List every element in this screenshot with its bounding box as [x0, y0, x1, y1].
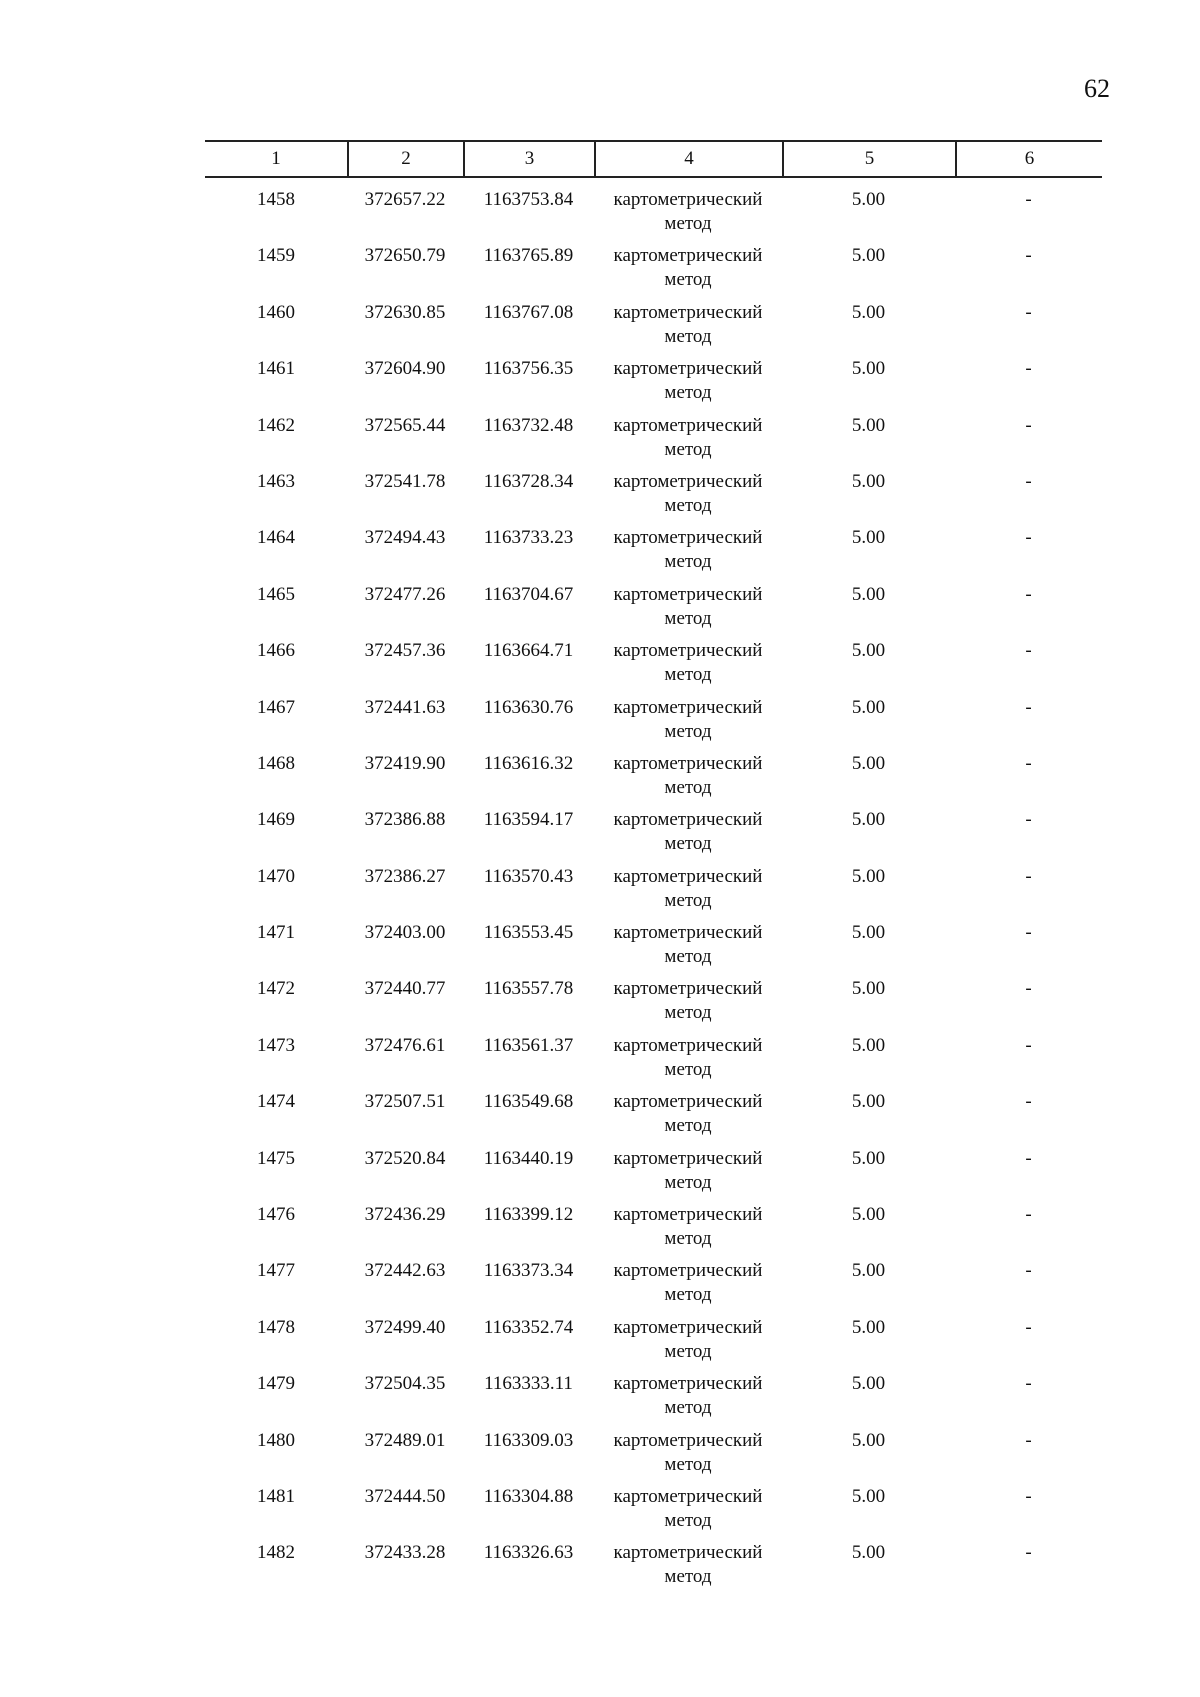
method-line-2: метод — [664, 720, 712, 742]
x-coordinate-cell: 372440.77 — [364, 978, 446, 1000]
method-line-1: картометрический — [613, 1316, 763, 1338]
method-line-1: картометрический — [613, 696, 763, 718]
method-line-1: картометрический — [613, 978, 763, 1000]
table-row — [205, 696, 1102, 752]
x-coordinate-cell: 372565.44 — [364, 414, 446, 436]
accuracy-cell: 5.00 — [851, 752, 886, 774]
method-cell — [594, 1034, 782, 1090]
method-cell — [594, 414, 782, 470]
method-line-1: картометрический — [613, 752, 763, 774]
description-cell: - — [1025, 1429, 1032, 1451]
column-header-5: 5 — [782, 142, 955, 176]
accuracy-cell: 5.00 — [851, 1034, 886, 1056]
accuracy-cell: 5.00 — [851, 640, 886, 662]
method-cell — [594, 696, 782, 752]
method-line-2: метод — [664, 664, 712, 686]
description-cell: - — [1025, 978, 1032, 1000]
point-number-cell: 1466 — [257, 640, 295, 662]
description-cell: - — [1025, 245, 1032, 267]
point-number-cell: 1481 — [257, 1485, 295, 1507]
x-coordinate-cell: 372441.63 — [364, 696, 446, 718]
method-line-1: картометрический — [613, 414, 763, 436]
x-coordinate-cell: 372494.43 — [364, 527, 446, 549]
table-row — [205, 639, 1102, 695]
x-coordinate-cell: 372403.00 — [364, 922, 446, 944]
method-line-1: картометрический — [613, 301, 763, 323]
y-coordinate-cell: 1163767.08 — [483, 301, 574, 323]
y-coordinate-cell: 1163664.71 — [483, 640, 574, 662]
table-row — [205, 752, 1102, 808]
table-row — [205, 414, 1102, 470]
column-header-3: 3 — [463, 142, 594, 176]
x-coordinate-cell: 372541.78 — [364, 470, 446, 492]
method-line-1: картометрический — [613, 1034, 763, 1056]
method-line-2: метод — [664, 607, 712, 629]
accuracy-cell: 5.00 — [851, 527, 886, 549]
table-row — [205, 1034, 1102, 1090]
table-row — [205, 357, 1102, 413]
method-line-1: картометрический — [613, 1204, 763, 1226]
method-cell — [594, 1429, 782, 1485]
method-cell — [594, 1372, 782, 1428]
x-coordinate-cell: 372520.84 — [364, 1147, 446, 1169]
y-coordinate-cell: 1163704.67 — [483, 583, 574, 605]
method-cell — [594, 1316, 782, 1372]
point-number-cell: 1465 — [257, 583, 295, 605]
x-coordinate-cell: 372444.50 — [364, 1485, 446, 1507]
method-cell — [594, 977, 782, 1033]
method-line-2: метод — [664, 1509, 712, 1531]
method-line-1: картометрический — [613, 189, 763, 210]
y-coordinate-cell: 1163333.11 — [484, 1373, 573, 1395]
method-line-1: картометрический — [613, 922, 763, 944]
method-line-2: метод — [664, 1058, 712, 1080]
table-row — [205, 808, 1102, 864]
table-row — [205, 244, 1102, 300]
point-number-cell: 1463 — [257, 470, 295, 492]
y-coordinate-cell: 1163594.17 — [483, 809, 574, 831]
method-line-1: картометрический — [613, 1485, 763, 1507]
column-header-2: 2 — [347, 142, 463, 176]
y-coordinate-cell: 1163399.12 — [483, 1204, 574, 1226]
x-coordinate-cell: 372436.29 — [364, 1204, 446, 1226]
accuracy-cell: 5.00 — [851, 358, 886, 380]
accuracy-cell: 5.00 — [851, 696, 886, 718]
method-line-2: метод — [664, 269, 712, 291]
accuracy-cell: 5.00 — [851, 1373, 886, 1395]
method-cell — [594, 1203, 782, 1259]
method-line-2: метод — [664, 438, 712, 460]
method-cell — [594, 639, 782, 695]
description-cell: - — [1025, 696, 1032, 718]
y-coordinate-cell: 1163616.32 — [483, 752, 574, 774]
page-number: 62 — [1084, 74, 1110, 103]
method-cell — [594, 752, 782, 808]
description-cell: - — [1025, 1147, 1032, 1169]
description-cell: - — [1025, 301, 1032, 323]
accuracy-cell: 5.00 — [851, 1485, 886, 1507]
method-line-2: метод — [664, 946, 712, 968]
y-coordinate-cell: 1163630.76 — [483, 696, 574, 718]
method-line-2: метод — [664, 382, 712, 404]
method-cell — [594, 244, 782, 300]
x-coordinate-cell: 372489.01 — [364, 1429, 446, 1451]
method-line-2: метод — [664, 833, 712, 855]
method-line-1: картометрический — [613, 1373, 763, 1395]
table-row — [205, 1485, 1102, 1541]
method-line-2: метод — [664, 325, 712, 347]
method-line-1: картометрический — [613, 1429, 763, 1451]
method-line-1: картометрический — [613, 865, 763, 887]
method-line-1: картометрический — [613, 1260, 763, 1282]
accuracy-cell: 5.00 — [851, 1204, 886, 1226]
method-cell — [594, 808, 782, 864]
point-number-cell: 1480 — [257, 1429, 295, 1451]
accuracy-cell: 5.00 — [851, 470, 886, 492]
point-number-cell: 1476 — [257, 1204, 295, 1226]
accuracy-cell: 5.00 — [851, 245, 886, 267]
method-cell — [594, 1147, 782, 1203]
method-line-2: метод — [664, 1228, 712, 1250]
y-coordinate-cell: 1163309.03 — [483, 1429, 574, 1451]
method-cell — [594, 583, 782, 639]
x-coordinate-cell: 372630.85 — [364, 301, 446, 323]
table-row — [205, 1372, 1102, 1428]
point-number-cell: 1479 — [257, 1373, 295, 1395]
x-coordinate-cell: 372476.61 — [364, 1034, 446, 1056]
description-cell: - — [1025, 414, 1032, 436]
description-cell: - — [1025, 640, 1032, 662]
accuracy-cell: 5.00 — [851, 1429, 886, 1451]
y-coordinate-cell: 1163557.78 — [483, 978, 574, 1000]
y-coordinate-cell: 1163570.43 — [483, 865, 574, 887]
method-line-2: метод — [664, 1115, 712, 1137]
method-cell — [594, 921, 782, 977]
accuracy-cell: 5.00 — [851, 1147, 886, 1169]
accuracy-cell: 5.00 — [851, 1091, 886, 1113]
accuracy-cell: 5.00 — [851, 865, 886, 887]
accuracy-cell: 5.00 — [851, 1316, 886, 1338]
point-number-cell: 1473 — [257, 1034, 295, 1056]
accuracy-cell: 5.00 — [851, 189, 886, 210]
table-row — [205, 583, 1102, 639]
description-cell: - — [1025, 1260, 1032, 1282]
method-line-1: картометрический — [613, 809, 763, 831]
method-line-2: метод — [664, 1284, 712, 1306]
table-header — [205, 140, 1102, 178]
column-header-4: 4 — [594, 142, 782, 176]
description-cell: - — [1025, 1091, 1032, 1113]
point-number-cell: 1464 — [257, 527, 295, 549]
coordinates-table — [205, 140, 1102, 1598]
description-cell: - — [1025, 752, 1032, 774]
method-line-2: метод — [664, 551, 712, 573]
accuracy-cell: 5.00 — [851, 414, 886, 436]
accuracy-cell: 5.00 — [851, 922, 886, 944]
point-number-cell: 1459 — [257, 245, 295, 267]
method-line-1: картометрический — [613, 1091, 763, 1113]
table-row — [205, 1316, 1102, 1372]
point-number-cell: 1467 — [257, 696, 295, 718]
point-number-cell: 1472 — [257, 978, 295, 1000]
x-coordinate-cell: 372604.90 — [364, 358, 446, 380]
description-cell: - — [1025, 358, 1032, 380]
method-cell — [594, 1259, 782, 1315]
y-coordinate-cell: 1163304.88 — [483, 1485, 574, 1507]
point-number-cell: 1470 — [257, 865, 295, 887]
method-cell — [594, 301, 782, 357]
method-line-2: метод — [664, 213, 712, 234]
table-row — [205, 1203, 1102, 1259]
y-coordinate-cell: 1163756.35 — [483, 358, 574, 380]
x-coordinate-cell: 372386.27 — [364, 865, 446, 887]
method-line-1: картометрический — [613, 470, 763, 492]
x-coordinate-cell: 372419.90 — [364, 752, 446, 774]
x-coordinate-cell: 372504.35 — [364, 1373, 446, 1395]
point-number-cell: 1478 — [257, 1316, 295, 1338]
method-line-2: метод — [664, 889, 712, 911]
method-cell — [594, 1485, 782, 1541]
column-header-1: 1 — [271, 148, 281, 169]
point-number-cell: 1469 — [257, 809, 295, 831]
method-line-2: метод — [664, 1340, 712, 1362]
table-row — [205, 301, 1102, 357]
method-line-1: картометрический — [613, 527, 763, 549]
table-row — [205, 1429, 1102, 1485]
accuracy-cell: 5.00 — [851, 978, 886, 1000]
accuracy-cell: 5.00 — [851, 301, 886, 323]
y-coordinate-cell: 1163553.45 — [483, 922, 574, 944]
point-number-cell: 1482 — [257, 1542, 295, 1564]
method-line-2: метод — [664, 776, 712, 798]
method-line-1: картометрический — [613, 1542, 763, 1564]
method-line-2: метод — [664, 1566, 712, 1588]
description-cell: - — [1025, 922, 1032, 944]
description-cell: - — [1025, 809, 1032, 831]
y-coordinate-cell: 1163373.34 — [483, 1260, 574, 1282]
accuracy-cell: 5.00 — [851, 1260, 886, 1282]
description-cell: - — [1025, 1204, 1032, 1226]
description-cell: - — [1025, 189, 1032, 210]
x-coordinate-cell: 372650.79 — [364, 245, 446, 267]
method-line-2: метод — [664, 1002, 712, 1024]
method-line-1: картометрический — [613, 245, 763, 267]
x-coordinate-cell: 372442.63 — [364, 1260, 446, 1282]
y-coordinate-cell: 1163732.48 — [483, 414, 574, 436]
description-cell: - — [1025, 1034, 1032, 1056]
table-row — [205, 1259, 1102, 1315]
y-coordinate-cell: 1163326.63 — [483, 1542, 574, 1564]
description-cell: - — [1025, 527, 1032, 549]
y-coordinate-cell: 1163561.37 — [483, 1034, 574, 1056]
method-line-2: метод — [664, 1397, 712, 1419]
column-header-6: 6 — [955, 142, 1102, 176]
table-row — [205, 188, 1102, 244]
x-coordinate-cell: 372457.36 — [364, 640, 446, 662]
method-cell — [594, 865, 782, 921]
method-line-2: метод — [664, 494, 712, 516]
method-line-2: метод — [664, 1453, 712, 1475]
y-coordinate-cell: 1163733.23 — [483, 527, 574, 549]
point-number-cell: 1461 — [257, 358, 295, 380]
method-cell — [594, 470, 782, 526]
point-number-cell: 1462 — [257, 414, 295, 436]
point-number-cell: 1460 — [257, 301, 295, 323]
y-coordinate-cell: 1163765.89 — [483, 245, 574, 267]
y-coordinate-cell: 1163728.34 — [483, 470, 574, 492]
method-line-1: картометрический — [613, 1147, 763, 1169]
description-cell: - — [1025, 1485, 1032, 1507]
table-body — [205, 188, 1102, 1598]
description-cell: - — [1025, 865, 1032, 887]
description-cell: - — [1025, 1316, 1032, 1338]
point-number-cell: 1477 — [257, 1260, 295, 1282]
table-row — [205, 977, 1102, 1033]
table-row — [205, 1147, 1102, 1203]
method-cell — [594, 1090, 782, 1146]
x-coordinate-cell: 372386.88 — [364, 809, 446, 831]
accuracy-cell: 5.00 — [851, 809, 886, 831]
table-row — [205, 1541, 1102, 1597]
point-number-cell: 1475 — [257, 1147, 295, 1169]
x-coordinate-cell: 372657.22 — [364, 189, 446, 210]
y-coordinate-cell: 1163549.68 — [483, 1091, 574, 1113]
table-row — [205, 526, 1102, 582]
method-line-2: метод — [664, 1171, 712, 1193]
method-cell — [594, 357, 782, 413]
description-cell: - — [1025, 583, 1032, 605]
y-coordinate-cell: 1163440.19 — [483, 1147, 574, 1169]
accuracy-cell: 5.00 — [851, 583, 886, 605]
table-row — [205, 470, 1102, 526]
method-cell — [594, 1541, 782, 1597]
y-coordinate-cell: 1163753.84 — [483, 189, 574, 210]
method-line-1: картометрический — [613, 640, 763, 662]
method-cell — [594, 188, 782, 244]
x-coordinate-cell: 372477.26 — [364, 583, 446, 605]
point-number-cell: 1458 — [257, 189, 295, 210]
accuracy-cell: 5.00 — [851, 1542, 886, 1564]
point-number-cell: 1468 — [257, 752, 295, 774]
method-line-1: картометрический — [613, 583, 763, 605]
table-row — [205, 921, 1102, 977]
description-cell: - — [1025, 1373, 1032, 1395]
x-coordinate-cell: 372433.28 — [364, 1542, 446, 1564]
description-cell: - — [1025, 470, 1032, 492]
point-number-cell: 1471 — [257, 922, 295, 944]
method-cell — [594, 526, 782, 582]
point-number-cell: 1474 — [257, 1091, 295, 1113]
table-row — [205, 865, 1102, 921]
x-coordinate-cell: 372499.40 — [364, 1316, 446, 1338]
method-line-1: картометрический — [613, 358, 763, 380]
x-coordinate-cell: 372507.51 — [364, 1091, 446, 1113]
table-row — [205, 1090, 1102, 1146]
description-cell: - — [1025, 1542, 1032, 1564]
y-coordinate-cell: 1163352.74 — [483, 1316, 574, 1338]
